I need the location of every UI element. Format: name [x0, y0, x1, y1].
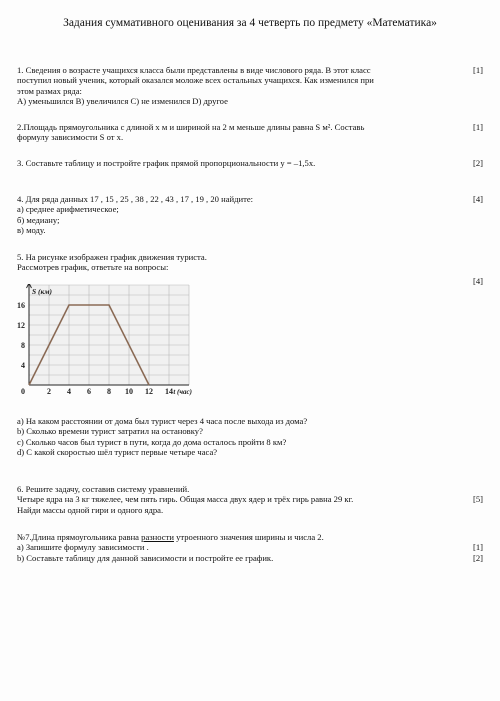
task-text-line: в) моду. — [17, 225, 46, 236]
task-text-line: Четыре ядра на 3 кг тяжелее, чем пять гирь. Общая масса двух ядер и трёх гирь равна 29 кг. — [17, 494, 354, 505]
x-tick-label: 6 — [87, 387, 91, 396]
task-text-line: а) среднее арифметическое; — [17, 204, 119, 215]
underlined-word: разности — [141, 532, 174, 542]
task-3 — [17, 158, 437, 168]
task-5-points: [4] — [472, 276, 483, 286]
task-text-line: б) медиану; — [17, 214, 60, 225]
task-4 — [17, 194, 437, 236]
x-tick-label: 8 — [107, 387, 111, 396]
task-text-line: поступил новый ученик, который оказался моложе всех остальных учащихся. Как изменился при — [17, 75, 374, 86]
task-7-part-b: b) Составьте таблицу для данной зависимости и постройте ее график. — [17, 552, 274, 563]
y-tick-label: 16 — [17, 301, 25, 310]
task-text-line: 6. Решите задачу, составив систему уравнений. — [17, 484, 190, 494]
task-3-points: [2] — [472, 158, 483, 168]
task-2-points: [1] — [472, 122, 483, 132]
y-axis-label: S (км) — [32, 287, 52, 296]
question-line: c) Сколько часов был турист в пути, когда до дома осталось пройти 8 км? — [17, 436, 287, 447]
question-line: b) Сколько времени турист затратил на остановку? — [17, 426, 203, 437]
task-4-points: [4] — [472, 194, 483, 204]
y-tick-label: 8 — [21, 341, 25, 350]
task-text-line — [17, 532, 437, 542]
task-text-line: 2.Площадь прямоугольника с длиной x м и шириной на 2 м меньше длины равна S м². Составь — [17, 122, 365, 132]
task-text-line: Найди массы одной гири и одного ядра. — [17, 504, 164, 515]
y-tick-label: 4 — [21, 361, 25, 370]
y-tick-label: 12 — [17, 321, 25, 330]
task-text-line: этом размах ряда: — [17, 85, 82, 96]
task-text-line: 4. Для ряда данных 17 , 15 , 25 , 38 , 22 , 43 , 17 , 19 , 20 найдите: — [17, 194, 254, 204]
task-7a-points: [1] — [472, 542, 483, 552]
task-7-part-a: a) Запишите формулу зависимости . — [17, 542, 149, 553]
task-text-line: формулу зависимости S от x. — [17, 132, 124, 143]
task-7-text-end: утроенного значения ширины и числа 2. — [173, 532, 324, 542]
x-tick-label: 4 — [67, 387, 71, 396]
question-line: а) На каком расстоянии от дома был турист через 4 часа после выхода из дома? — [17, 416, 308, 426]
tourist-motion-chart — [14, 284, 194, 396]
origin-label: 0 — [21, 387, 25, 396]
task-7b-points: [2] — [472, 553, 483, 563]
task-text-line: Рассмотрев график, ответьте на вопросы: — [17, 262, 169, 273]
task-7-text-start: №7.Длина прямоугольника равна — [17, 532, 142, 542]
task-text-line: 3. Составьте таблицу и постройте график прямой пропорциональности y = –1,5x. — [17, 158, 316, 168]
task-1-points: [1] — [472, 65, 483, 75]
x-axis-label: t (час) — [173, 388, 192, 396]
task-5-questions — [17, 416, 437, 458]
task-answer-options: A) уменьшился B) увеличился C) не изменился D) другое — [17, 96, 228, 107]
x-tick-label: 12 — [145, 387, 153, 396]
task-5 — [17, 252, 437, 273]
page-title: Задания суммативного оценивания за 4 четверть по предмету «Математика» — [63, 17, 437, 29]
task-7 — [17, 532, 437, 563]
x-tick-label: 14 — [165, 387, 173, 396]
task-1 — [17, 65, 437, 107]
task-text-line: 5. На рисунке изображен график движения туриста. — [17, 252, 207, 262]
x-tick-label: 2 — [47, 387, 51, 396]
task-6 — [17, 484, 437, 515]
task-6-points: [5] — [472, 494, 483, 504]
task-text-line: 1. Сведения о возрасте учащихся класса были представлены в виде числового ряда. В этот класс — [17, 65, 371, 75]
question-line: d) С какой скоростью шёл турист первые четыре часа? — [17, 447, 218, 458]
task-2 — [17, 122, 437, 143]
x-tick-label: 10 — [125, 387, 133, 396]
